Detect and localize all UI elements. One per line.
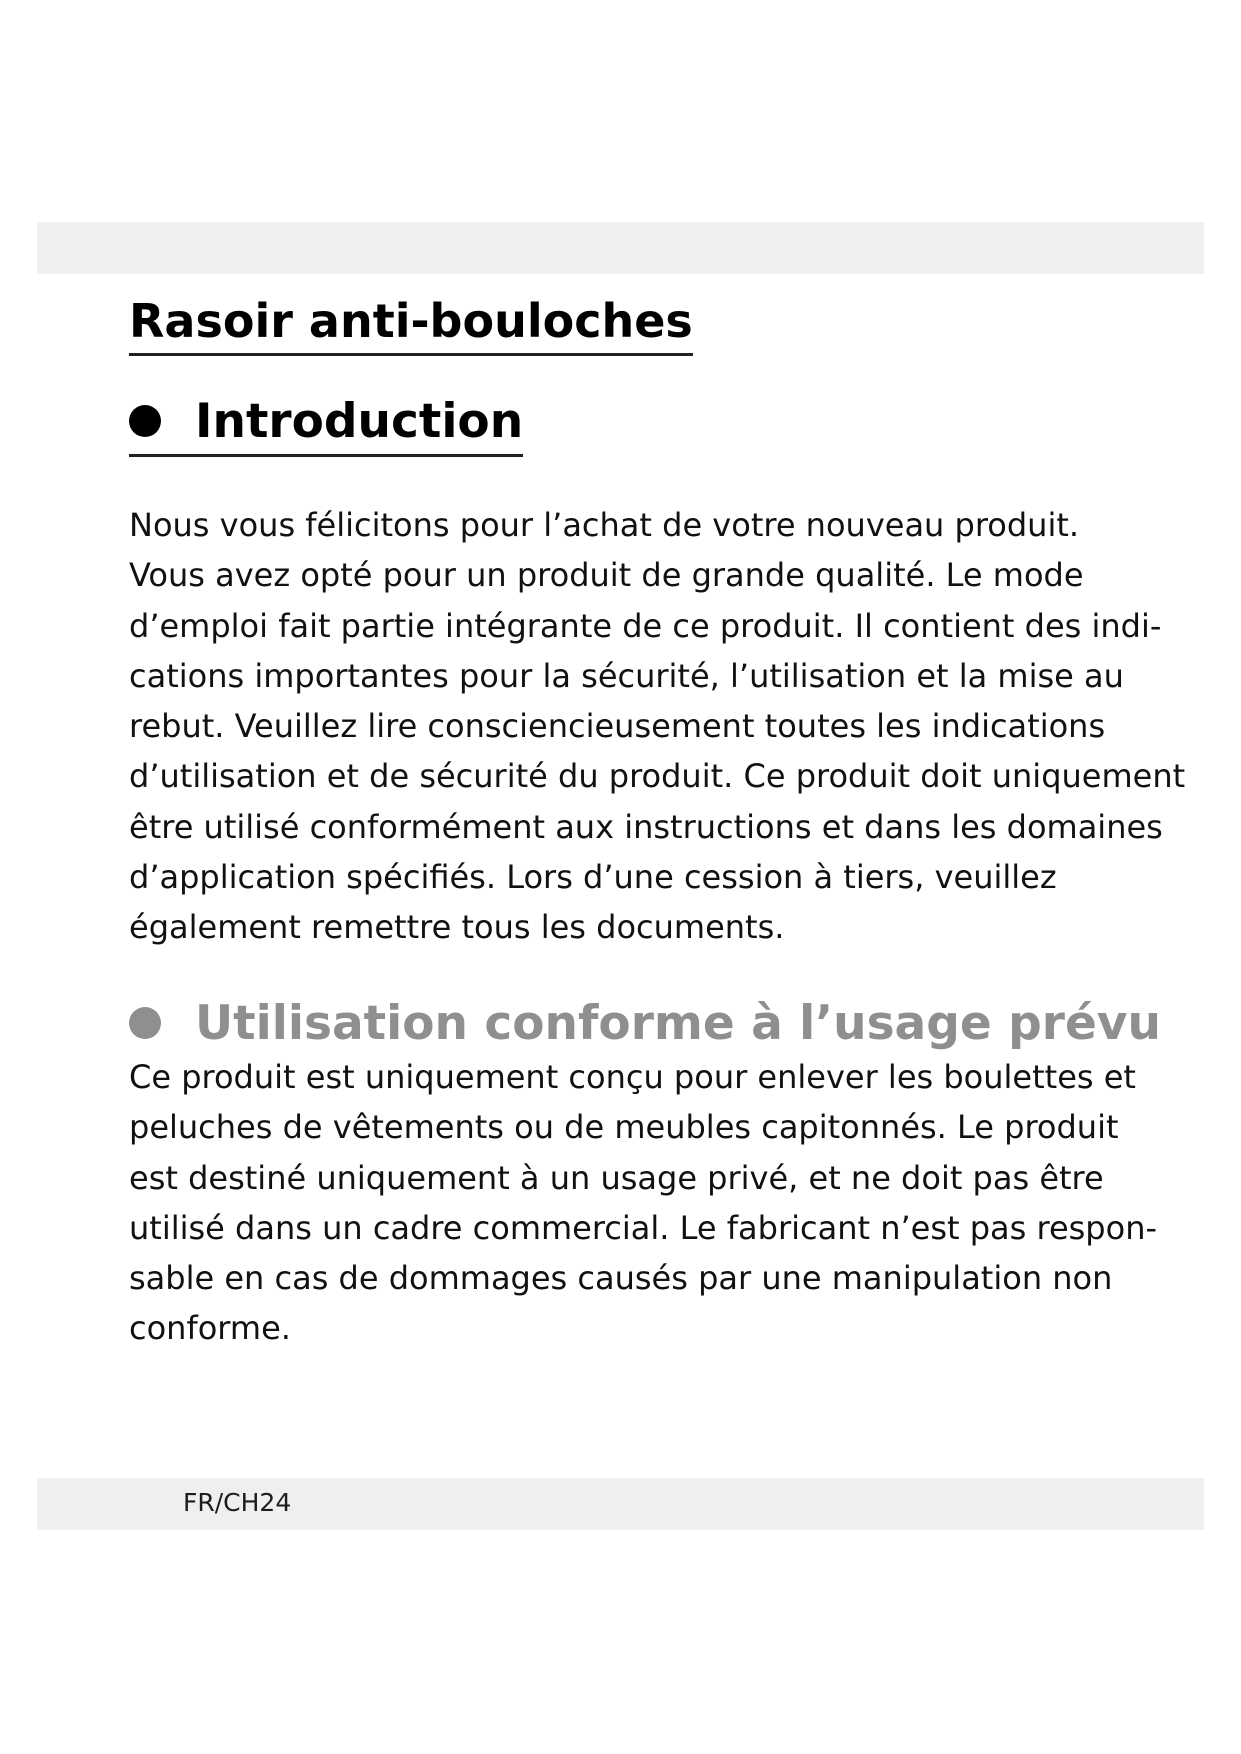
paragraph-line: d’application spécifiés. Lors d’une cession à tiers, veuillez: [129, 858, 1057, 897]
bullet-icon: [129, 405, 161, 437]
intended-use-paragraph: [129, 1052, 1158, 1354]
paragraph-line: être utilisé conformément aux instructions et dans les domaines: [129, 807, 1163, 846]
paragraph-line: Vous avez opté pour un produit de grande qualité. Le mode: [129, 556, 1084, 595]
paragraph-line: d’emploi fait partie intégrante de ce produit. Il contient des indi-: [129, 606, 1162, 645]
paragraph-line: Ce produit est uniquement conçu pour enlever les boulettes et: [129, 1058, 1136, 1096]
paragraph-line: sable en cas de dommages causés par une manipulation non: [129, 1259, 1113, 1298]
section-heading-intended-use: [129, 996, 1161, 1052]
section-heading-label: Utilisation conforme à l’usage prévu: [195, 996, 1161, 1051]
paragraph-line: également remettre tous les documents.: [129, 908, 785, 947]
page-footer-code: FR/CH24: [183, 1488, 292, 1517]
section-heading-introduction: [129, 394, 523, 457]
page-title: Rasoir anti-bouloches: [129, 295, 693, 356]
section-heading-label: Introduction: [195, 394, 524, 449]
introduction-paragraph: [129, 500, 1186, 953]
paragraph-line: rebut. Veuillez lire consciencieusement toutes les indications: [129, 707, 1106, 746]
paragraph-line: peluches de vêtements ou de meubles capitonnés. Le produit: [129, 1108, 1119, 1147]
bullet-icon: [129, 1007, 161, 1039]
paragraph-line: est destiné uniquement à un usage privé, et ne doit pas être: [129, 1158, 1104, 1197]
paragraph-line: utilisé dans un cadre commercial. Le fabricant n’est pas respon-: [129, 1208, 1158, 1247]
paragraph-line: cations importantes pour la sécurité, l’utilisation et la mise au: [129, 656, 1124, 695]
paragraph-line: conforme.: [129, 1309, 291, 1348]
paragraph-line: d’utilisation et de sécurité du produit. Ce produit doit uniquement: [129, 757, 1186, 796]
paragraph-line: Nous vous félicitons pour l’achat de votre nouveau produit.: [129, 506, 1080, 544]
top-band: [37, 222, 1204, 274]
